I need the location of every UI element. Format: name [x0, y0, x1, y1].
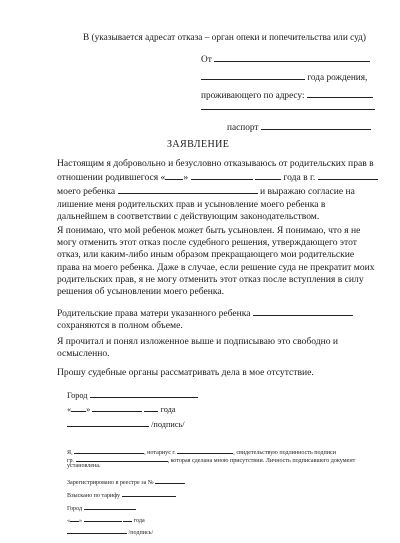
from-label: От — [201, 55, 212, 65]
passport-line — [227, 120, 371, 133]
notary-date-line: « » года — [67, 515, 145, 524]
document-title: ЗАЯВЛЕНИЕ — [167, 139, 230, 150]
understanding-paragraph — [57, 225, 377, 298]
p2-line1: Я понимаю, что мой ребенок может быть усыновлен. Я понимаю, что я не — [57, 225, 361, 236]
p1-line4: лишение меня родительских прав и усыновление моего ребенка в — [57, 198, 326, 210]
absence-request-paragraph — [57, 367, 377, 379]
passport-label: паспорт — [227, 123, 259, 133]
renunciation-paragraph — [57, 158, 377, 223]
address-blank-2 — [201, 109, 375, 110]
passport-blank — [261, 120, 371, 130]
mother-rights-paragraph — [57, 306, 377, 332]
addressee-line: В (указывается адресат отказа – орган опеки и попечительства или суд) — [83, 33, 367, 43]
p1-line5: дальнейшем в соответствии с действующим законодательством. — [57, 210, 320, 222]
sign-date-line: « » года — [67, 402, 176, 414]
from-blank — [214, 52, 370, 62]
p1-line2: отношении родившегося « » года в г. — [57, 170, 377, 184]
birth-year-blank — [201, 70, 305, 80]
sign-signature-line: /подпись/ — [67, 417, 185, 429]
notary-line-1: Я, , нотариус г. , свидетельствую подлинность подписи — [67, 447, 336, 456]
address-blank — [307, 88, 373, 98]
notary-registry-line: Зарегистрировано в реестре за № — [67, 477, 185, 486]
p2-line2: могу отменить этот отказ после судебного решения, утверждающего этот — [57, 237, 357, 249]
read-understood-paragraph — [57, 336, 377, 360]
from-line — [201, 52, 370, 65]
notary-signature-line: /подпись/ — [67, 527, 153, 536]
p1-line3: моего ребенка и выражаю согласие на — [57, 186, 355, 198]
p3-line2: сохраняются в полном объеме. — [57, 320, 183, 332]
p4-line1: Я прочитал и понял изложенное выше и подписываю это свободно и — [57, 336, 339, 347]
p5-line: Прошу судебные органы рассматривать дела в мое отсутствие. — [57, 367, 314, 378]
address-label: проживающего по адресу: — [201, 91, 305, 101]
notary-line-2: гр. , которая сделана мною присутствии. Личность подписавшего документ — [67, 455, 355, 464]
p2-line5: родительских прав, я не могу отменить этот отказ после вступления в силу — [57, 273, 364, 285]
p4-line2: осмысленно. — [57, 348, 110, 360]
sign-city-line: Город — [67, 388, 198, 400]
p2-line6: решения об усыновлении моего ребенка. — [57, 286, 225, 298]
notary-line-3: установлена. — [67, 463, 101, 469]
notary-tariff-line: Взыскано по тарифу — [67, 490, 176, 499]
p1-line1: Настоящим я добровольно и безусловно отказываюсь от родительских прав в — [57, 158, 374, 169]
address-line — [201, 88, 373, 101]
notary-city-line: Город — [67, 503, 136, 512]
birth-line — [201, 70, 367, 83]
p2-line3: отказ, или каким-либо иным образом прекращающего мои родительские — [57, 249, 355, 261]
p2-line4: права на моего ребенка. Даже в случае, если решение суда не прекратит моих — [57, 261, 375, 273]
birth-year-label: года рождения, — [307, 73, 368, 83]
p3-line1: Родительские права матери указанного ребенка — [57, 306, 377, 320]
